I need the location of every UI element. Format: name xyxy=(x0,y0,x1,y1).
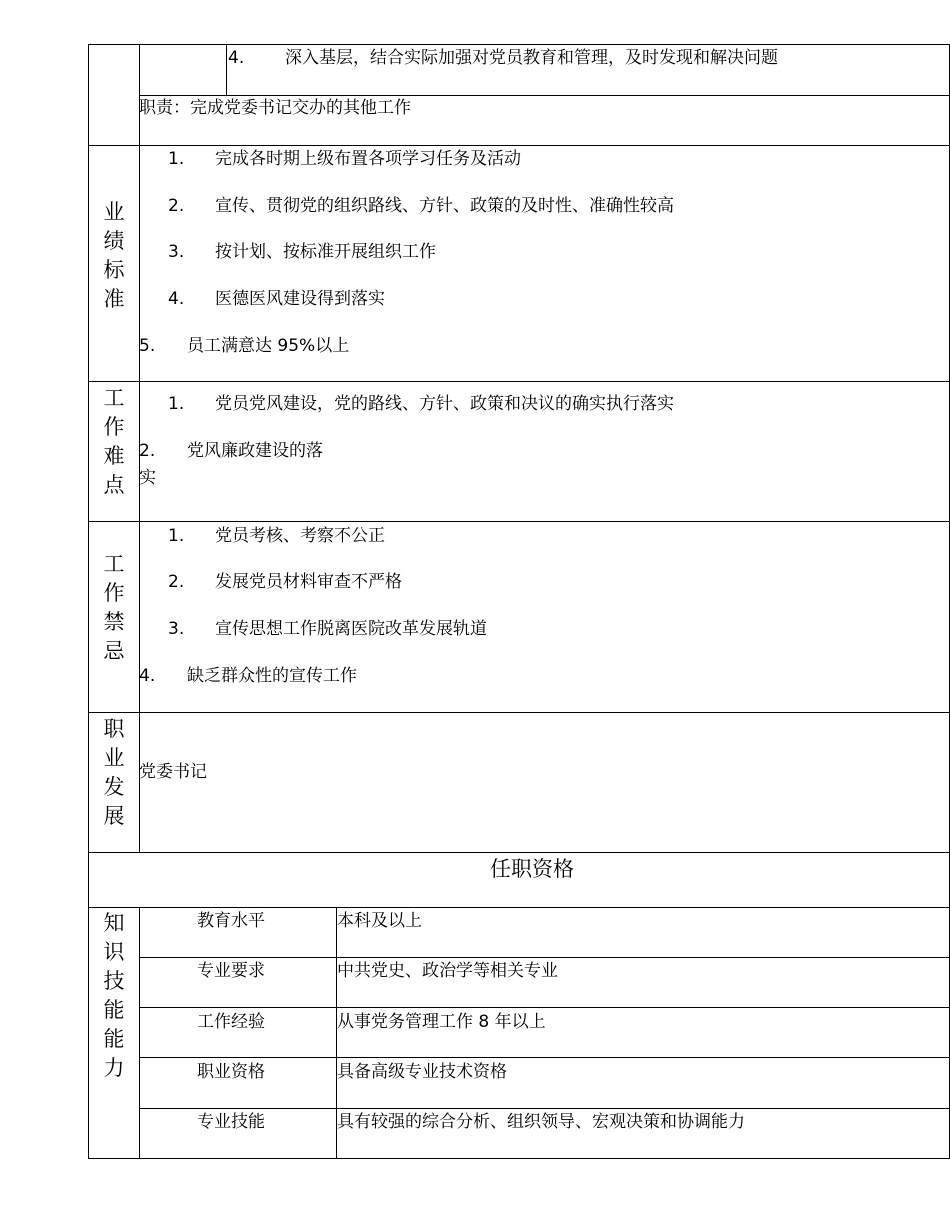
list-item: 3. 宣传思想工作脱离医院改革发展轨道 xyxy=(168,619,487,639)
qual-key: 专业要求 xyxy=(197,961,265,981)
list-item: 2. 宣传、贯彻党的组织路线、方针、政策的及时性、准确性较高 xyxy=(168,196,674,216)
qual-row-divider xyxy=(139,1108,950,1109)
list-item: 1. 党员党风建设，党的路线、方针、政策和决议的确实执行落实 xyxy=(168,394,674,414)
row-divider xyxy=(88,145,950,146)
qual-value: 具备高级专业技术资格 xyxy=(337,1062,507,1082)
qual-value: 具有较强的综合分析、组织领导、宏观决策和协调能力 xyxy=(337,1112,745,1132)
qual-key: 教育水平 xyxy=(197,911,265,931)
qual-key: 专业技能 xyxy=(197,1112,265,1132)
qual-row-divider xyxy=(139,1007,950,1008)
row-divider xyxy=(88,521,950,522)
taboos-label: 工 作 禁 忌 xyxy=(103,552,125,663)
list-item: 1. 党员考核、考察不公正 xyxy=(168,526,385,546)
difficulties-label: 工 作 难 点 xyxy=(103,386,125,497)
list-item: 4. 医德医风建设得到落实 xyxy=(168,289,385,309)
item-number: 4. xyxy=(228,48,245,68)
border-bottom xyxy=(88,1158,950,1159)
qual-row-divider xyxy=(139,957,950,958)
qual-row-divider xyxy=(139,1057,950,1058)
duty-item-4 xyxy=(228,50,778,67)
row-divider xyxy=(88,381,950,382)
section-title: 任职资格 xyxy=(490,857,574,881)
list-item: 3. 按计划、按标准开展组织工作 xyxy=(168,242,436,262)
list-item-wrap: 实 xyxy=(139,468,156,488)
list-item: 5. 员工满意达 95%以上 xyxy=(139,336,350,356)
qualification-label: 知 识 技 能 能 力 xyxy=(103,911,125,1080)
list-item: 2. 发展党员材料审查不严格 xyxy=(168,572,402,592)
qual-value: 中共党史、政治学等相关专业 xyxy=(337,961,558,981)
row-divider xyxy=(88,712,950,713)
border-top xyxy=(88,44,950,45)
row-divider xyxy=(88,907,950,908)
top-inner-divider xyxy=(226,44,227,95)
list-item: 1. 完成各时期上级布置各项学习任务及活动 xyxy=(168,149,521,169)
qual-value: 从事党务管理工作 8 年以上 xyxy=(337,1012,546,1032)
career-text: 党委书记 xyxy=(139,762,207,782)
row-divider xyxy=(139,95,950,96)
qual-value: 本科及以上 xyxy=(337,911,422,931)
qual-key: 职业资格 xyxy=(197,1062,265,1082)
career-label: 职 业 发 展 xyxy=(103,717,125,828)
list-item: 4. 缺乏群众性的宣传工作 xyxy=(139,666,357,686)
performance-label: 业 绩 标 准 xyxy=(103,200,125,311)
row-divider xyxy=(88,852,950,853)
item-text: 深入基层，结合实际加强对党员教育和管理，及时发现和解决问题 xyxy=(285,48,778,68)
qual-key: 工作经验 xyxy=(197,1012,265,1032)
list-item: 2. 党风廉政建设的落 xyxy=(139,441,323,461)
other-duty: 职责：完成党委书记交办的其他工作 xyxy=(139,98,411,118)
